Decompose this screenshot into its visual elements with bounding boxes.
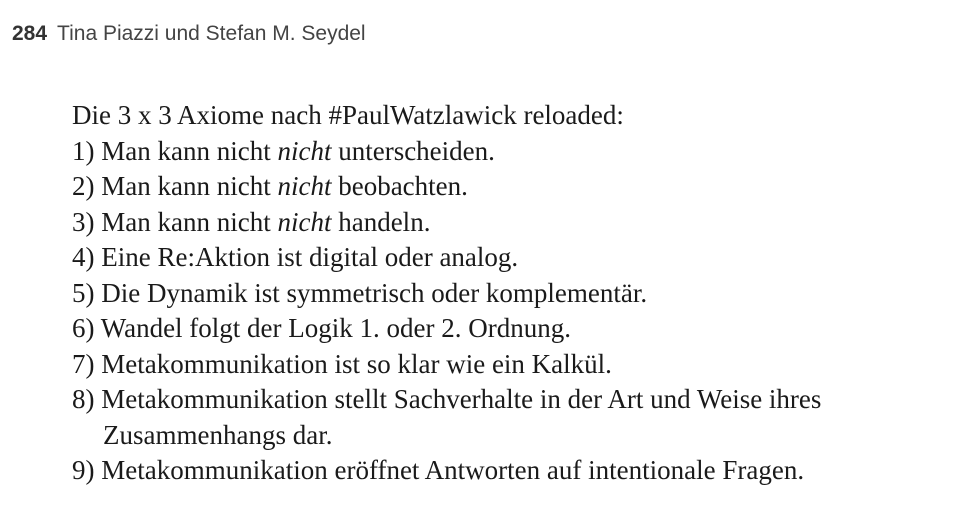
axiom-number: 2): [72, 171, 95, 201]
axiom-emphasis: nicht: [277, 171, 332, 201]
axiom-item-8-continuation: Zusammenhangs dar.: [103, 419, 333, 450]
axiom-text: Metakommunikation ist so klar wie ein Kalkül.: [101, 348, 612, 379]
axiom-number: 4): [72, 242, 95, 272]
axiom-item-7: [72, 347, 952, 383]
axiom-item-9: [72, 453, 952, 489]
running-head-authors: Tina Piazzi und Stefan M. Seydel: [57, 22, 366, 45]
axiom-number: 3): [72, 206, 95, 237]
axiom-number: 8): [72, 384, 95, 414]
axiom-text: Man kann nicht: [101, 171, 278, 201]
axioms-text: [72, 98, 952, 489]
axiom-text: Metakommunikation eröffnet Antworten auf intentionale Fragen.: [101, 455, 805, 485]
axiom-emphasis: nicht: [277, 135, 332, 166]
axiom-number: 6): [72, 313, 95, 343]
axiom-item-2: [72, 169, 952, 205]
axioms-heading: Die 3 x 3 Axiome nach #PaulWatzlawick reloaded:: [72, 100, 624, 130]
axiom-text: Wandel folgt der Logik 1. oder 2. Ordnung.: [100, 313, 571, 343]
axiom-item-3: [72, 205, 952, 241]
axiom-item-1: [72, 134, 952, 170]
axiom-text-end: beobachten.: [331, 171, 468, 201]
axiom-text: Man kann nicht: [101, 135, 278, 166]
axiom-number: 1): [72, 135, 95, 166]
axiom-text: Eine Re:Aktion ist digital oder analog.: [101, 242, 519, 272]
running-head: [12, 22, 366, 46]
axiom-number: 7): [72, 348, 95, 379]
axiom-text: Man kann nicht: [101, 206, 278, 237]
axiom-emphasis: nicht: [277, 206, 332, 237]
axiom-number: 5): [72, 277, 95, 308]
axiom-text: Die Dynamik ist symmetrisch oder komplementär.: [101, 277, 648, 308]
axiom-text: Metakommunikation stellt Sachverhalte in der Art und Weise ihres: [101, 384, 822, 414]
axiom-item-5: [72, 276, 952, 312]
axiom-item-4: [72, 240, 952, 276]
axiom-item-6: [72, 311, 952, 347]
page-number: 284: [12, 22, 48, 45]
axiom-text-end: handeln.: [331, 206, 431, 237]
axiom-number: 9): [72, 455, 95, 485]
axiom-text-end: unterscheiden.: [331, 135, 495, 166]
axiom-item-8: [72, 382, 952, 418]
